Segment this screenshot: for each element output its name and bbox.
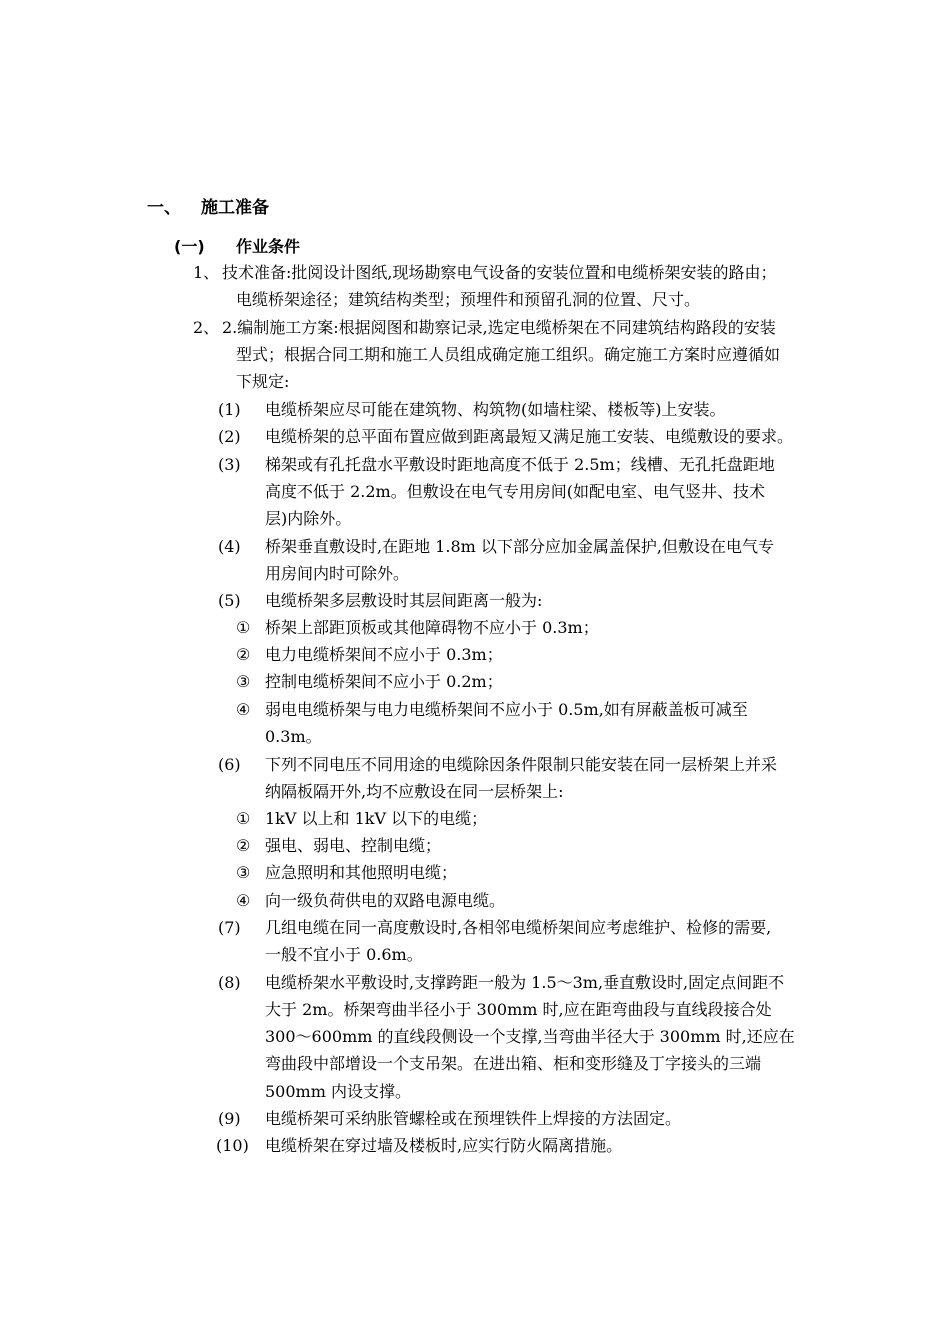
section-number: 一、 (147, 198, 181, 218)
rule-text-line: 500mm 内设支撑。 (265, 1082, 411, 1101)
rule-text-line: 桥架垂直敷设时,在距地 1.8m 以下部分应加金属盖保护,但敷设在电气专 (265, 537, 774, 556)
rule-number: (3) (218, 455, 241, 474)
rule-text-line: 高度不低于 2.2m。但敷设在电气专用房间(如配电室、电气竖井、技术 (265, 482, 765, 501)
rule-text-line: 梯架或有孔托盘水平敷设时距地高度不低于 2.5m；线槽、无孔托盘距地 (265, 455, 775, 474)
rule-number: (1) (218, 400, 241, 419)
subsection-title: 作业条件 (236, 237, 301, 256)
item-number: 1、 (193, 263, 220, 282)
sub-rule-text: 1kV 以上和 1kV 以下的电缆； (265, 809, 488, 828)
rule-number: (5) (218, 591, 241, 610)
item-text-line: 下规定: (236, 372, 290, 391)
sub-rule-number: ④ (236, 891, 251, 910)
section-title: 施工准备 (201, 198, 269, 218)
rule-number: (4) (218, 537, 241, 556)
rule-text-line: 电缆桥架在穿过墙及楼板时,应实行防火隔离措施。 (265, 1136, 623, 1155)
sub-rule-number: ② (236, 645, 251, 664)
rule-text-line: 电缆桥架水平敷设时,支撑跨距一般为 1.5～3m,垂直敷设时,固定点间距不 (265, 973, 785, 992)
rule-number: (2) (218, 427, 241, 446)
rule-text-line: 电缆桥架的总平面布置应做到距离最短又满足施工安装、电缆敷设的要求。 (265, 427, 794, 446)
sub-rule-number: ③ (236, 863, 251, 882)
rule-text-line: 下列不同电压不同用途的电缆除因条件限制只能安装在同一层桥架上并采 (265, 755, 778, 774)
subsection-number: (一) (174, 237, 205, 256)
rule-text-line: 300～600mm 的直线段侧设一个支撑,当弯曲半径大于 300mm 时,还应在 (265, 1027, 795, 1046)
rule-text-line: 用房间内时可除外。 (265, 564, 410, 583)
sub-rule-text: 弱电电缆桥架与电力电缆桥架间不应小于 0.5m,如有屏蔽盖板可减至 (265, 700, 748, 719)
rule-text-line: 层)内除外。 (265, 509, 352, 528)
sub-rule-text: 桥架上部距顶板或其他障碍物不应小于 0.3m； (265, 618, 599, 637)
rule-text-line: 电缆桥架应尽可能在建筑物、构筑物(如墙柱梁、楼板等)上安装。 (265, 400, 726, 419)
rule-number: (6) (218, 755, 241, 774)
item-text-line: 2.编制施工方案:根据阅图和勘察记录,选定电缆桥架在不同建筑结构路段的安装 (222, 318, 776, 337)
sub-rule-number: ① (236, 618, 251, 637)
sub-rule-number: ④ (236, 700, 251, 719)
rule-text-line: 电缆桥架可采纳胀管螺栓或在预埋铁件上焊接的方法固定。 (265, 1109, 682, 1128)
sub-rule-number: ② (236, 836, 251, 855)
sub-rule-number: ① (236, 809, 251, 828)
sub-rule-text: 向一级负荷供电的双路电源电缆。 (265, 891, 506, 910)
item-text-line: 技术准备:批阅设计图纸,现场勘察电气设备的安装位置和电缆桥架安装的路由； (222, 263, 777, 282)
rule-text-line: 一般不宜小于 0.6m。 (265, 945, 423, 964)
rule-text-line: 大于 2m。桥架弯曲半径小于 300mm 时,应在距弯曲段与直线段接合处 (265, 1000, 772, 1019)
rule-number: (10) (216, 1136, 249, 1155)
rule-text-line: 纳隔板隔开外,均不应敷设在同一层桥架上: (265, 782, 564, 801)
rule-text-line: 电缆桥架多层敷设时其层间距离一般为: (265, 591, 543, 610)
sub-rule-text: 0.3m。 (265, 727, 322, 746)
sub-rule-text: 强电、弱电、控制电缆； (265, 836, 442, 855)
rule-number: (7) (218, 918, 241, 937)
sub-rule-text: 电力电缆桥架间不应小于 0.3m； (265, 645, 503, 664)
item-text-line: 电缆桥架途径；建筑结构类型；预埋件和预留孔洞的位置、尺寸。 (236, 290, 701, 309)
item-text-line: 型式；根据合同工期和施工人员组成确定施工组织。确定施工方案时应遵循如 (236, 345, 781, 364)
sub-rule-number: ③ (236, 672, 251, 691)
rule-text-line: 几组电缆在同一高度敷设时,各相邻电缆桥架间应考虑维护、检修的需要, (265, 918, 772, 937)
rule-text-line: 弯曲段中部增设一个支吊架。在进出箱、柜和变形缝及丁字接头的三端 (265, 1054, 762, 1073)
rule-number: (9) (218, 1109, 241, 1128)
sub-rule-text: 应急照明和其他照明电缆； (265, 863, 458, 882)
sub-rule-text: 控制电缆桥架间不应小于 0.2m； (265, 672, 503, 691)
item-number: 2、 (193, 318, 220, 337)
rule-number: (8) (218, 973, 241, 992)
